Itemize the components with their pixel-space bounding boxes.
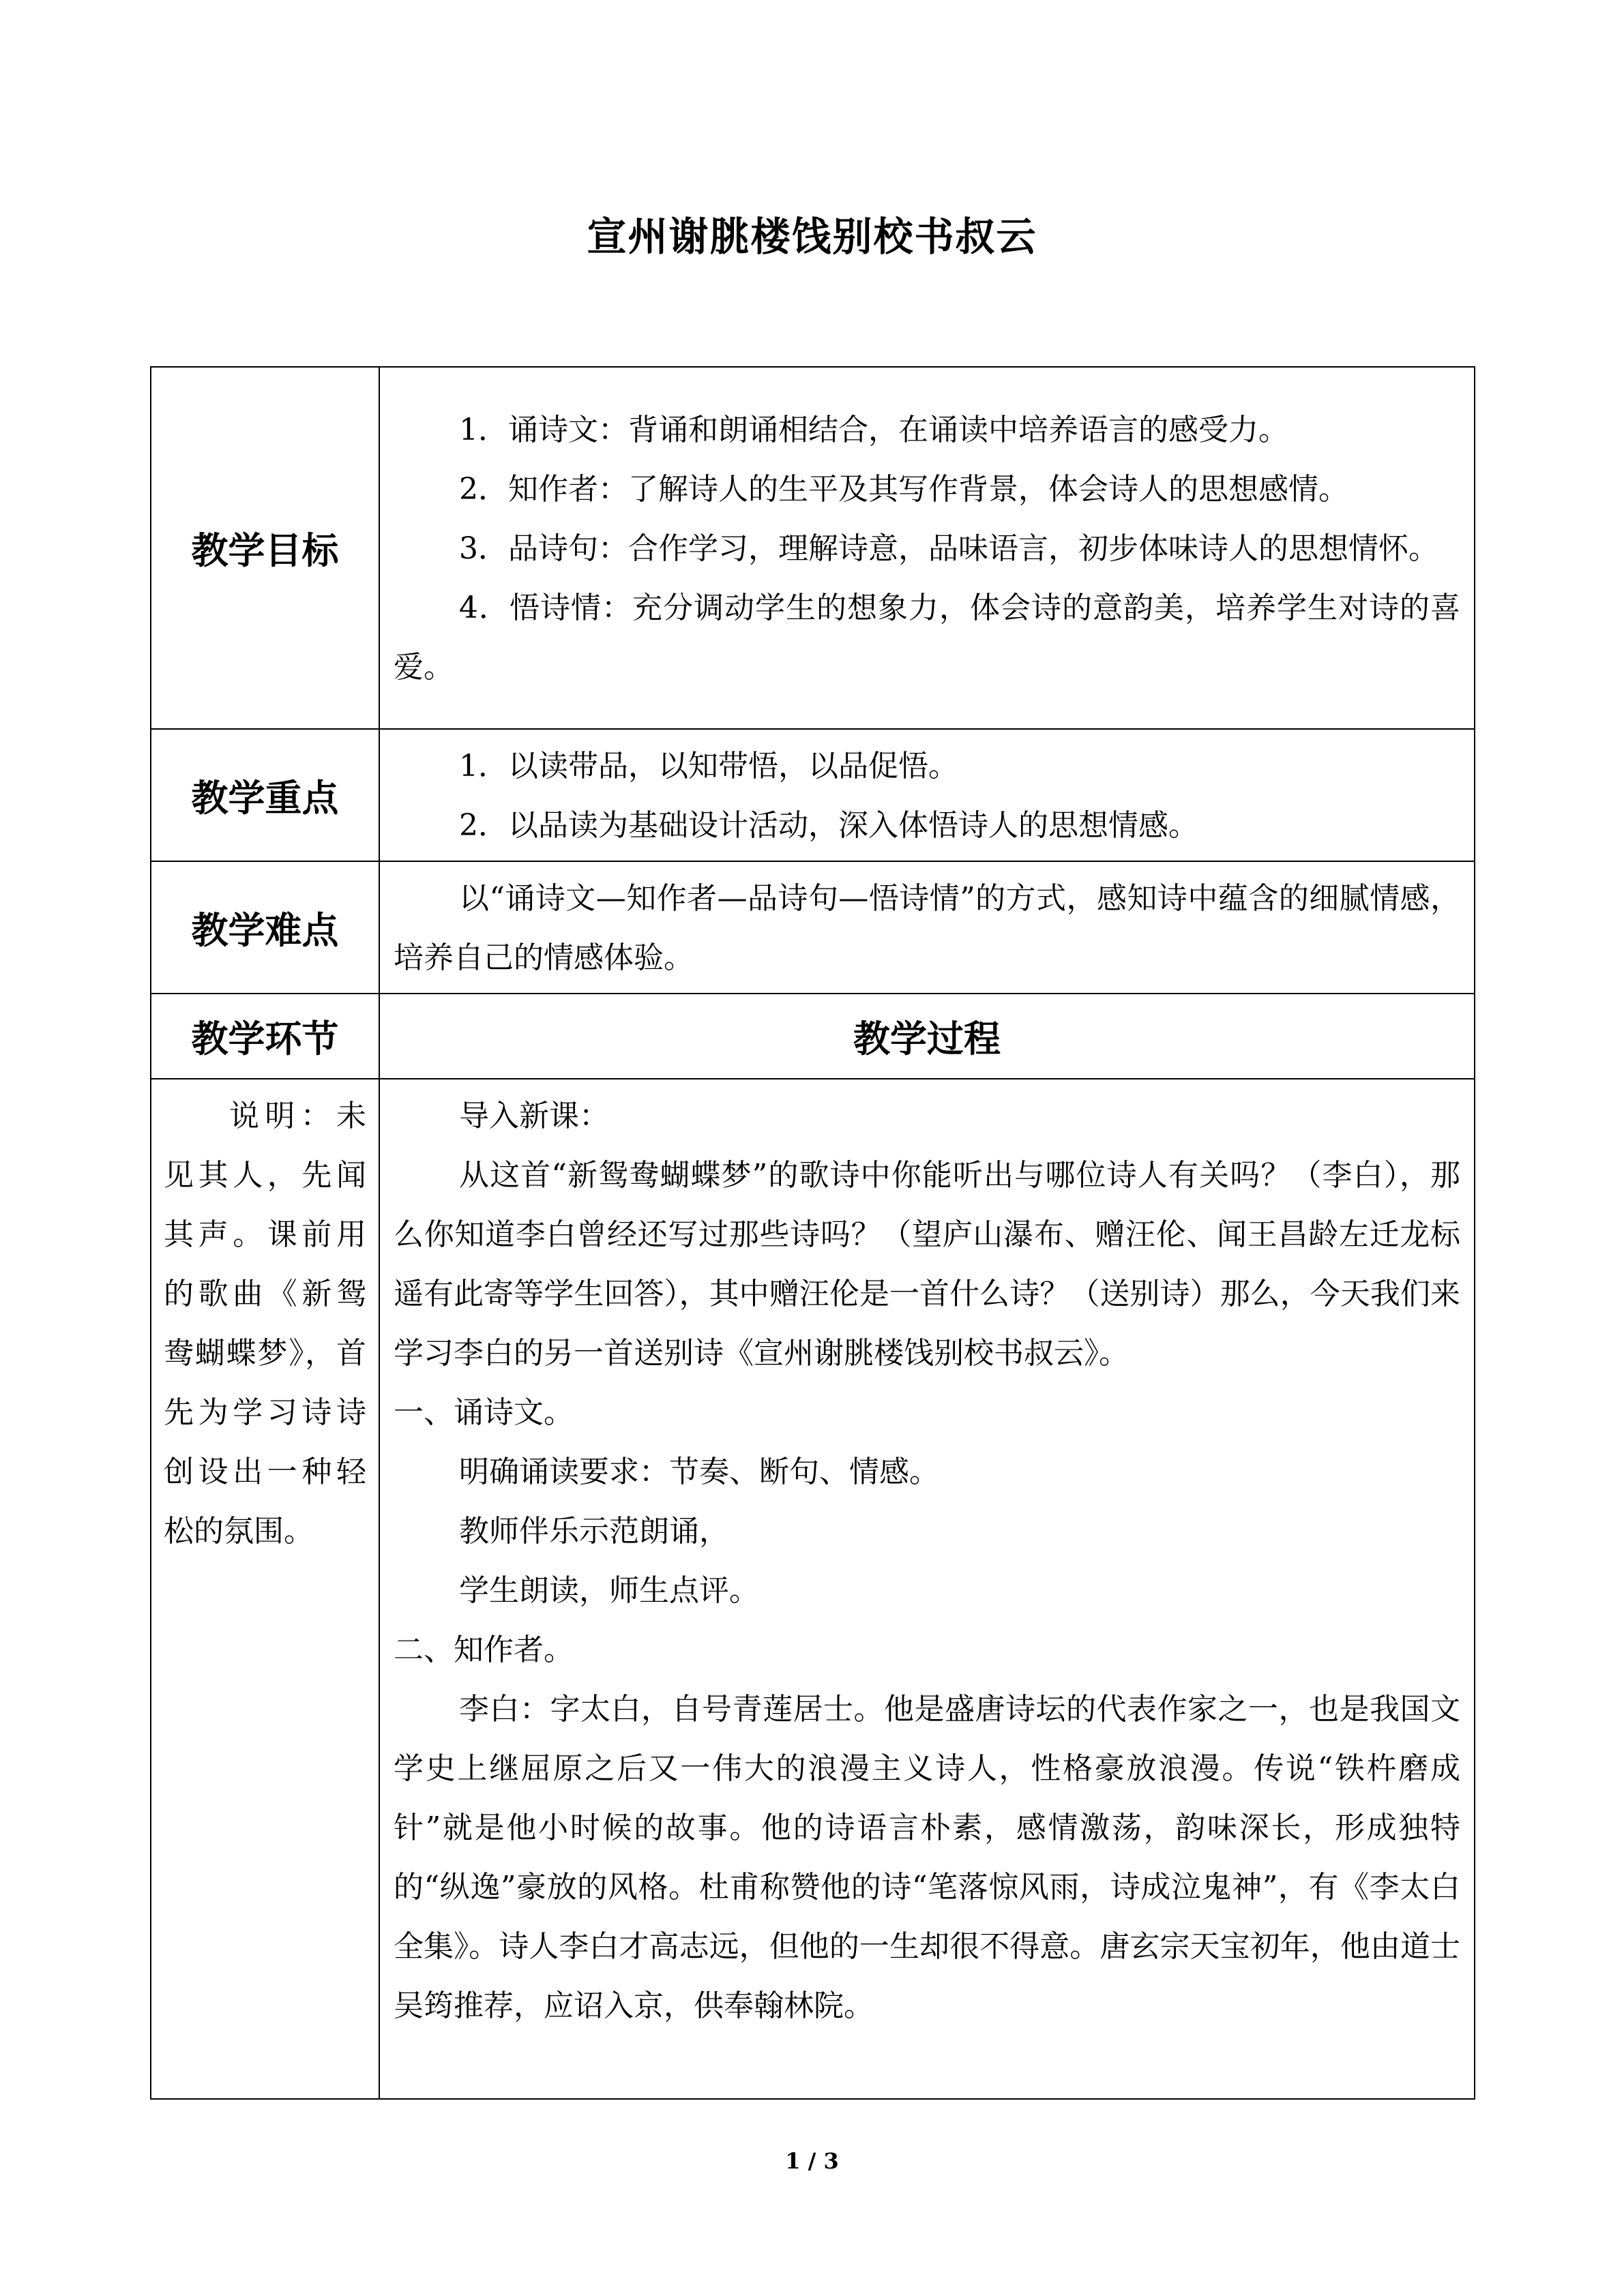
objective-item: 1．诵诗文：背诵和朗诵相结合，在诵读中培养语言的感受力。 xyxy=(459,413,1288,447)
difficulties-label: 教学难点 xyxy=(151,861,379,994)
page-title: 宣州谢朓楼饯别校书叔云 xyxy=(587,213,1037,260)
process-row xyxy=(151,1079,1475,2099)
objective-item: 3．品诗句：合作学习，理解诗意，品味语言，初步体味诗人的思想情怀。 xyxy=(459,531,1438,566)
key-points-label: 教学重点 xyxy=(151,729,379,861)
process-line: 李白：字太白，自号青莲居士。他是盛唐诗坛的代表作家之一，也是我国文学史上继屈原之后又一伟大的浪漫主义诗人，性格豪放浪漫。传说“铁杵磨成针”就是他小时候的故事。他的诗语言朴素，感情激荡，韵味深长，形成独特的“纵逸”豪放的风格。杜甫称赞他的诗“笔落惊风雨，诗成泣鬼神”，有《李太白全集》。诗人李白才高志远，但他的一生却很不得意。唐玄宗天宝初年，他由道士吴筠推荐，应诏入京，供奉翰林院。 xyxy=(394,1692,1460,2023)
process-heading: 一、诵诗文。 xyxy=(394,1395,574,1430)
difficulties-row xyxy=(151,861,1475,994)
key-points-content xyxy=(379,729,1475,861)
process-line: 从这首“新鸳鸯蝴蝶梦”的歌诗中你能听出与哪位诗人有关吗？（李白），那么你知道李白曾经还写过那些诗吗？（望庐山瀑布、赠汪伦、闻王昌龄左迁龙标遥有此寄等学生回答），其中赠汪伦是一首什么诗？（送别诗）那么，今天我们来学习李白的另一首送别诗《宣州谢朓楼饯别校书叔云》。 xyxy=(394,1158,1460,1371)
process-line: 导入新课： xyxy=(459,1099,609,1133)
stage-note xyxy=(151,1079,379,2099)
key-point-item: 1．以读带品，以知带悟，以品促悟。 xyxy=(459,749,958,784)
difficulty-item: 以“诵诗文—知作者—品诗句—悟诗情”的方式，感知诗中蕴含的细腻情感，培养自己的情感体验。 xyxy=(394,881,1460,975)
lesson-plan-table xyxy=(150,366,1475,2100)
process-line: 明确诵读要求：节奏、断句、情感。 xyxy=(459,1455,939,1489)
difficulties-content xyxy=(379,861,1475,994)
process-content xyxy=(379,1079,1475,2099)
stage-header: 教学环节 xyxy=(151,994,379,1079)
objective-item: 2．知作者：了解诗人的生平及其写作背景，体会诗人的思想感情。 xyxy=(459,472,1348,507)
process-line: 学生朗读，师生点评。 xyxy=(459,1573,759,1608)
process-header-row xyxy=(151,994,1475,1079)
objectives-content xyxy=(379,367,1475,729)
stage-note-text: 说明：未见其人，先闻其声。课前用的歌曲《新鸳鸯蝴蝶梦》，首先为学习诗诗创设出一种轻松的氛围。 xyxy=(164,1099,366,1549)
process-heading: 二、知作者。 xyxy=(394,1632,574,1667)
objectives-row xyxy=(151,367,1475,729)
key-point-item: 2．以品读为基础设计活动，深入体悟诗人的思想情感。 xyxy=(459,808,1198,843)
objective-item: 4．悟诗情：充分调动学生的想象力，体会诗的意韵美，培养学生对诗的喜爱。 xyxy=(394,591,1460,685)
process-line: 教师伴乐示范朗诵， xyxy=(459,1514,729,1549)
objectives-label: 教学目标 xyxy=(151,367,379,729)
page-number: 1 / 3 xyxy=(785,2148,839,2174)
key-points-row xyxy=(151,729,1475,861)
process-header: 教学过程 xyxy=(379,994,1475,1079)
